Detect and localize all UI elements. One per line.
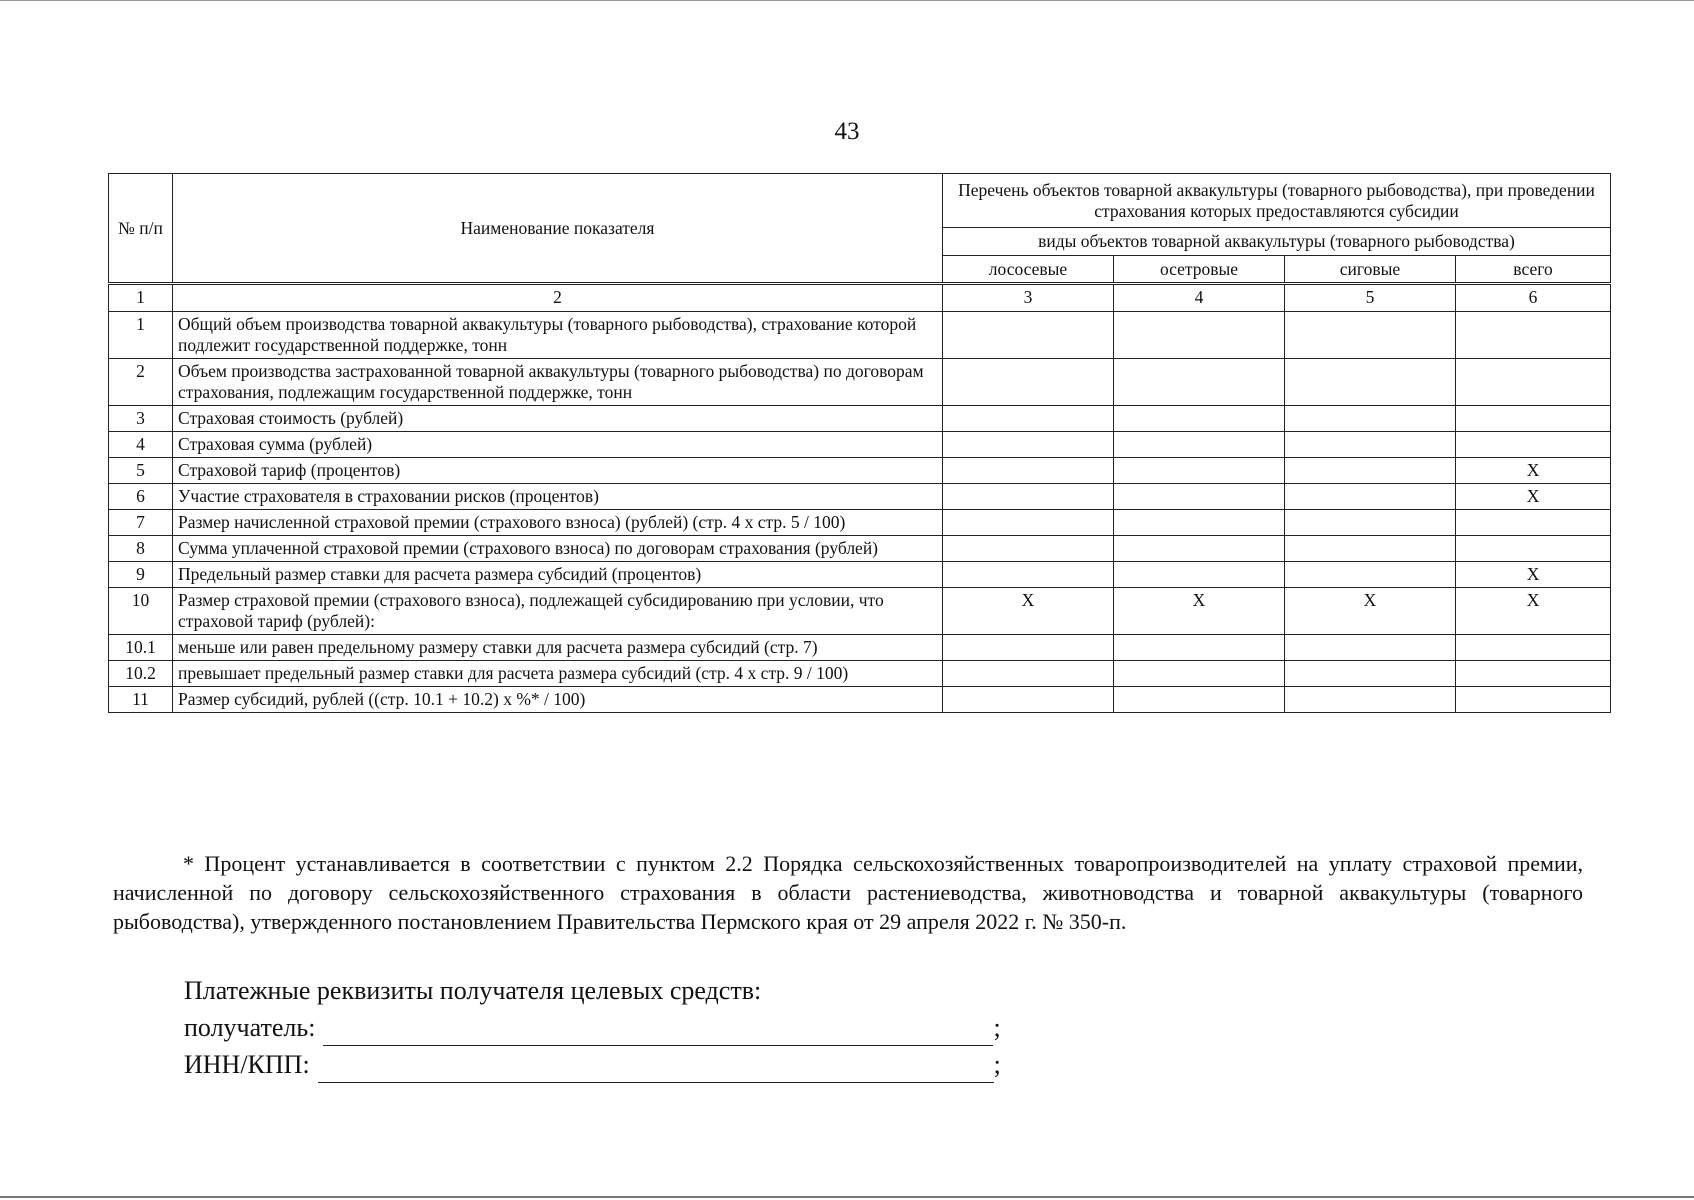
table-cell: [1456, 312, 1611, 359]
row-number: 8: [109, 536, 173, 562]
inn-blank: [318, 1054, 994, 1083]
table-cell: [1285, 562, 1456, 588]
table-cell: [1114, 562, 1285, 588]
column-number: 3: [943, 284, 1114, 312]
table-cell: [1285, 406, 1456, 432]
table-cell: [1456, 510, 1611, 536]
payment-requisites: [184, 972, 1001, 1083]
table-cell: [943, 510, 1114, 536]
row-number: 4: [109, 432, 173, 458]
table-cell: [1285, 458, 1456, 484]
table-row: [109, 536, 1611, 562]
recipient-blank: [323, 1017, 993, 1046]
table-row: [109, 406, 1611, 432]
row-indicator-name: Страховая сумма (рублей): [173, 432, 943, 458]
report-table: [108, 173, 1611, 713]
row-indicator-name: Сумма уплаченной страховой премии (страхового взноса) по договорам страхования (рублей): [173, 536, 943, 562]
table-cell: [943, 359, 1114, 406]
header-indicator-name: Наименование показателя: [173, 174, 943, 284]
table-cell: [1456, 635, 1611, 661]
row-number: 3: [109, 406, 173, 432]
table-row: [109, 359, 1611, 406]
table-cell: [1285, 687, 1456, 713]
table-row: [109, 510, 1611, 536]
table-cell: [1456, 406, 1611, 432]
row-indicator-name: меньше или равен предельному размеру ставки для расчета размера субсидий (стр. 7): [173, 635, 943, 661]
table-cell: [943, 661, 1114, 687]
table-cell: [1285, 432, 1456, 458]
table-cell: [943, 536, 1114, 562]
inn-label: ИНН/КПП:: [184, 1050, 310, 1079]
table-cell: [1285, 635, 1456, 661]
table-cell: [943, 484, 1114, 510]
table-cell: [943, 635, 1114, 661]
table-row: [109, 562, 1611, 588]
table-cell: [1285, 312, 1456, 359]
table-cell: [1114, 406, 1285, 432]
header-group-title: Перечень объектов товарной аквакультуры (товарного рыбоводства), при проведении страхования которых предоставляются субсидии: [943, 174, 1611, 228]
row-indicator-name: Общий объем производства товарной аквакультуры (товарного рыбоводства), страхование которой подлежит государственной поддержке, тонн: [173, 312, 943, 359]
row-number: 2: [109, 359, 173, 406]
table-row: [109, 687, 1611, 713]
table-cell: [1114, 484, 1285, 510]
table-cell: [1114, 510, 1285, 536]
table-cell: [1456, 359, 1611, 406]
table-cell: [943, 312, 1114, 359]
row-indicator-name: Размер начисленной страховой премии (страхового взноса) (рублей) (стр. 4 х стр. 5 / 100): [173, 510, 943, 536]
table-cell: [1285, 510, 1456, 536]
header-subgroup-title: виды объектов товарной аквакультуры (товарного рыбоводства): [943, 228, 1611, 256]
table-cell: X: [1456, 458, 1611, 484]
table-row: [109, 661, 1611, 687]
table-row: [109, 588, 1611, 635]
row-number: 6: [109, 484, 173, 510]
recipient-line: [184, 1009, 1001, 1046]
column-header: лососевые: [943, 256, 1114, 284]
table-cell: X: [943, 588, 1114, 635]
row-indicator-name: Страховая стоимость (рублей): [173, 406, 943, 432]
row-number: 10: [109, 588, 173, 635]
column-header: сиговые: [1285, 256, 1456, 284]
table-cell: [1456, 687, 1611, 713]
recipient-terminator: ;: [993, 1013, 1001, 1042]
row-number: 1: [109, 312, 173, 359]
page-number: 43: [834, 118, 860, 145]
row-indicator-name: Участие страхователя в страховании рисков (процентов): [173, 484, 943, 510]
table-row: [109, 432, 1611, 458]
column-number: 4: [1114, 284, 1285, 312]
table-cell: [1114, 635, 1285, 661]
column-number: 2: [173, 284, 943, 312]
table-cell: X: [1456, 484, 1611, 510]
row-number: 11: [109, 687, 173, 713]
row-number: 10.2: [109, 661, 173, 687]
recipient-label: получатель:: [184, 1013, 316, 1042]
table-cell: X: [1456, 588, 1611, 635]
table-cell: [1285, 661, 1456, 687]
scan-edge-top: [0, 0, 1694, 1]
table-cell: [943, 458, 1114, 484]
table-cell: [1456, 661, 1611, 687]
column-number: 5: [1285, 284, 1456, 312]
requisites-title: Платежные реквизиты получателя целевых средств:: [184, 976, 762, 1005]
table-cell: [1456, 536, 1611, 562]
row-indicator-name: Размер страховой премии (страхового взноса), подлежащей субсидированию при условии, что страховой тариф (рублей):: [173, 588, 943, 635]
table-cell: [1285, 359, 1456, 406]
inn-terminator: ;: [993, 1050, 1001, 1079]
table-cell: X: [1456, 562, 1611, 588]
table-cell: [1114, 458, 1285, 484]
table-cell: [1114, 432, 1285, 458]
row-indicator-name: Объем производства застрахованной товарной аквакультуры (товарного рыбоводства) по договорам страхования, подлежащим государственной поддержке, тонн: [173, 359, 943, 406]
table-cell: [1285, 536, 1456, 562]
row-indicator-name: Размер субсидий, рублей ((стр. 10.1 + 10.2) х %* / 100): [173, 687, 943, 713]
report-table-wrap: [108, 173, 1610, 713]
column-number: 6: [1456, 284, 1611, 312]
table-row: [109, 458, 1611, 484]
inn-line: [184, 1046, 1001, 1083]
scan-edge-bottom: [0, 1196, 1694, 1198]
table-cell: [1114, 536, 1285, 562]
column-header: осетровые: [1114, 256, 1285, 284]
row-number: 7: [109, 510, 173, 536]
column-number: 1: [109, 284, 173, 312]
footnote: * Процент устанавливается в соответствии с пунктом 2.2 Порядка сельскохозяйственных товаропроизводителей на уплату страховой премии, начисленной по договору сельскохозяйственного страхования в области растениеводства, животноводства и товарной аквакультуры (товарного рыбоводства), утвержденного постановлением Правительства Пермского края от 29 апреля 2022 г. № 350-п.: [113, 851, 1583, 934]
table-row: [109, 484, 1611, 510]
header-num: № п/п: [109, 174, 173, 284]
table-cell: [1114, 661, 1285, 687]
row-number: 9: [109, 562, 173, 588]
row-indicator-name: Предельный размер ставки для расчета размера субсидий (процентов): [173, 562, 943, 588]
table-row: [109, 635, 1611, 661]
table-cell: [1114, 312, 1285, 359]
table-cell: [1114, 687, 1285, 713]
table-row: [109, 312, 1611, 359]
row-number: 10.1: [109, 635, 173, 661]
table-cell: [943, 432, 1114, 458]
table-cell: X: [1285, 588, 1456, 635]
row-indicator-name: превышает предельный размер ставки для расчета размера субсидий (стр. 4 х стр. 9 / 100): [173, 661, 943, 687]
row-indicator-name: Страховой тариф (процентов): [173, 458, 943, 484]
row-number: 5: [109, 458, 173, 484]
table-cell: [943, 687, 1114, 713]
table-cell: [943, 562, 1114, 588]
table-cell: [1285, 484, 1456, 510]
table-cell: [1114, 359, 1285, 406]
column-header: всего: [1456, 256, 1611, 284]
table-cell: X: [1114, 588, 1285, 635]
table-cell: [943, 406, 1114, 432]
table-cell: [1456, 432, 1611, 458]
